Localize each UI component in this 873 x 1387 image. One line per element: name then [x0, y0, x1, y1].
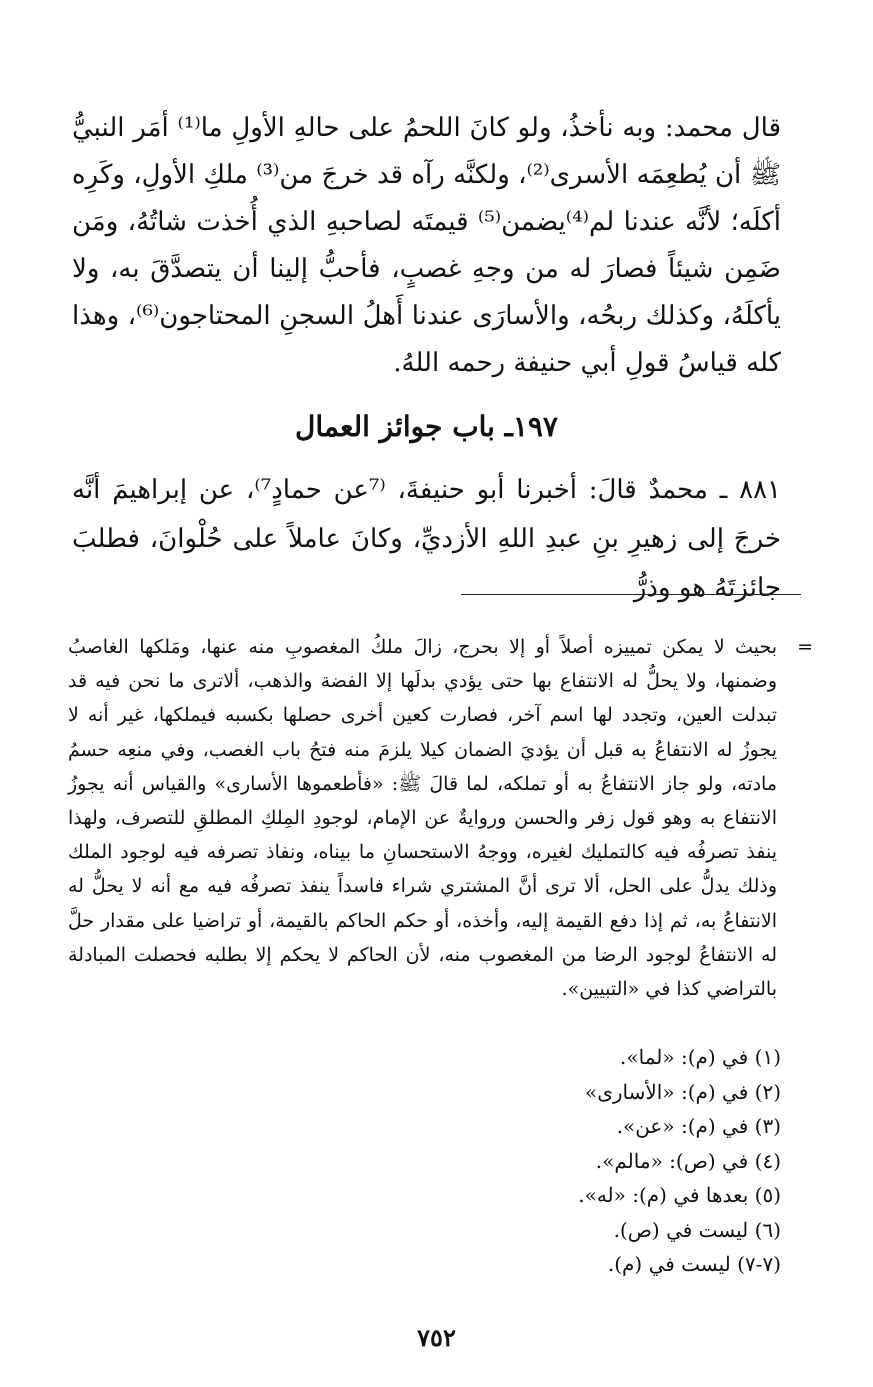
footnote-item: (٥) بعدها في (م): «له».	[578, 1183, 781, 1207]
footnote-continuation	[68, 630, 813, 1006]
footnote-separator	[461, 594, 801, 595]
continuation-marker: =	[797, 636, 813, 658]
footnote-item: (٣) في (م): «عن».	[616, 1114, 781, 1138]
footnote-item: (٦) ليست في (ص).	[613, 1217, 781, 1242]
footnotes-list	[72, 1040, 781, 1282]
chapter-heading: ١٩٧ـ باب جوائز العمال	[295, 410, 558, 443]
hadith-block	[72, 466, 781, 613]
footnote-item: (٧-٧) ليست في (م).	[607, 1252, 781, 1276]
main-paragraph: قال محمد: وبه نأخذُ، ولو كانَ اللحمُ على حالهِ الأولِ ما⁽¹⁾ أمَر النبيُّ ﷺ أن يُطعِمَه الأسرى⁽²⁾، ولكنَّه رآه قد خرجَ من⁽³⁾ ملكِ الأولِ، وكَرِه أكلَه؛ لأنَّه عندنا لم⁽⁴⁾يضمن⁽⁵⁾ قيمتَه لصاحبهِ الذي أُخذت شاتُهُ، ومَن ضَمِن شيئاً فصارَ له من وجهِ غصبٍ، فأحبُّ إلينا أن يتصدَّقَ به، ولا يأكلَهُ، وكذلك ربحُه، والأسارَى عندنا أَهلُ السجنِ المحتاجون⁽⁶⁾، وهذا كله قياسُ قولِ أبي حنيفة رحمه اللهُ.	[72, 113, 781, 378]
footnote-item: (٤) في (ص): «مالم».	[595, 1148, 781, 1173]
page-number: ٧٥٢	[417, 1323, 456, 1352]
footnote-item: (١) في (م): «لما».	[620, 1045, 781, 1069]
hadith-text: ٨٨١ ـ محمدٌ قالَ: أخبرنا أبو حنيفةَ، ⁽⁷عن حمادٍ⁷⁾، عن إبراهيمَ أنَّه خرجَ إلى زهيرِ بنِ عبدِ اللهِ الأزديِّ، وكانَ عاملاً على حُلْوانَ، فطلبَ جائزتَهُ هو وذرُّ	[72, 475, 782, 603]
footnote-continuation-text: بحيث لا يمكن تمييزه أصلاً أو إلا بحرج، زالَ ملكُ المغصوبِ منه عنها، ومَلكها الغاصبُ وضمنها، ولا يحلُّ له الانتفاع بها حتى يؤدي بدلَها إلا الفضة والذهب، ألاترى ما نحن فيه قد تبدلت العين، وتجدد لها اسم آخر، فصارت كعين أخرى حصلها بكسبه فيملكها، غير أنه لا يجوزُ له الانتفاعُ به قبل أن يؤديَ الضمان كيلا يلزمَ منه فتحُ باب الغصب، وفي منعِه حسمُ مادته، ولو جاز الانتفاعُ به أو تملكه، لما قالَ ﷺ: «فأطعموها الأسارى» والقياس أنه يجوزُ الانتفاع به وهو قول زفر والحسن وروايةٌ عن الإمام، لوجودِ المِلكِ المطلقِ للتصرف، ولهذا ينفذ تصرفُه فيه كالتمليك لغيره، ووجهُ الاستحسانِ ما بيناه، ونفاذ تصرفه فيه لوجود الملك وذلك يدلُّ على الحل، ألا ترى أنَّ المشتري شراء فاسداً ينفذ تصرفُه فيه مع أنه لا يحلُّ له الانتفاعُ به، ثم إذا دفع القيمة إليه، وأخذه، أو حكم الحاكم بالقيمة، أو تراضيا على مقدار حلَّ له الانتفاعُ لوجود الرضا من المغصوب منه، لأن الحاكم لا يحكم إلا بطلبه فحصلت المبادلة بالتراضي كذا في «التبيين».	[68, 636, 777, 1001]
footnote-item: (٢) في (م): «الأسارى»	[585, 1079, 781, 1104]
main-text-block	[72, 105, 781, 387]
